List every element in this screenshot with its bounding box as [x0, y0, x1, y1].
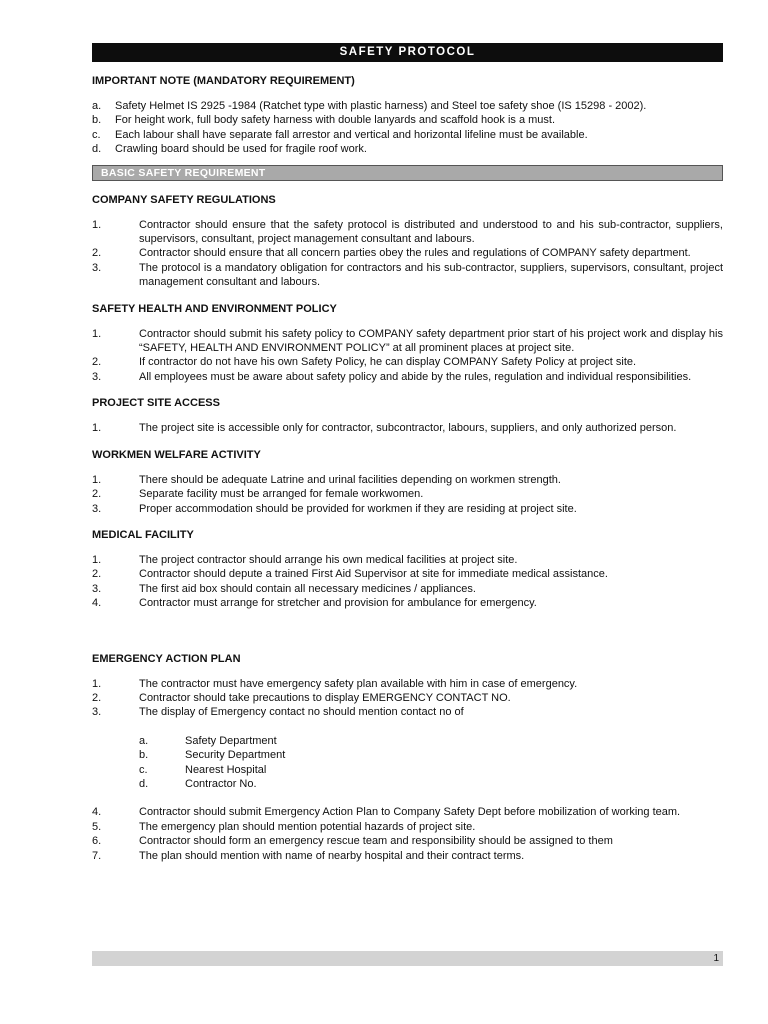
list-marker: 3. [92, 261, 102, 274]
list-marker: 2. [92, 568, 102, 581]
list-text: The emergency plan should mention potential hazards of project site. [139, 820, 476, 833]
important-note-list [92, 99, 723, 157]
list-text: The contractor must have emergency safety plan available with him in case of emergency. [139, 677, 578, 690]
list-item [92, 820, 723, 834]
list-marker: 5. [92, 820, 102, 833]
list-item [92, 502, 723, 516]
list-marker: d. [92, 143, 102, 156]
list-marker: 2. [92, 356, 102, 369]
list-item [92, 246, 723, 260]
list-item [92, 567, 723, 581]
company-regs-list [92, 218, 723, 290]
site-access-list [92, 421, 723, 435]
list-marker: 3. [92, 502, 102, 515]
list-item [139, 734, 723, 748]
list-marker: 2. [92, 691, 102, 704]
list-text: Contractor should submit Emergency Action Plan to Company Safety Dept before mobilization of working team. [139, 806, 681, 819]
list-item [139, 763, 723, 777]
list-marker: 4. [92, 806, 102, 819]
list-marker: 1. [92, 218, 102, 231]
list-text: Separate facility must be arranged for female workwomen. [139, 488, 424, 501]
medical-list [92, 553, 723, 611]
list-item [139, 777, 723, 791]
list-text: If contractor do not have his own Safety Policy, he can display COMPANY Safety Policy at project site. [139, 356, 637, 369]
list-item [92, 834, 723, 848]
list-marker: 3. [92, 582, 102, 595]
list-marker: 6. [92, 835, 102, 848]
list-item [92, 142, 723, 156]
list-text: Proper accommodation should be provided for workmen if they are residing at project site. [139, 502, 577, 515]
list-text: Contractor No. [185, 777, 257, 790]
list-item [92, 218, 723, 247]
list-text: Contractor should form an emergency rescue team and responsibility should be assigned to them [139, 835, 613, 848]
title-bar: SAFETY PROTOCOL [92, 43, 723, 62]
list-marker: d. [139, 777, 149, 790]
page-number: 1 [713, 953, 719, 964]
list-item [92, 849, 723, 863]
list-text: There should be adequate Latrine and urinal facilities depending on workmen strength. [139, 473, 561, 486]
list-marker: 1. [92, 473, 102, 486]
list-marker: a. [139, 734, 149, 747]
list-text: Each labour shall have separate fall arrestor and vertical and horizontal lifeline must be available. [115, 128, 588, 141]
list-item [92, 473, 723, 487]
emergency-heading: EMERGENCY ACTION PLAN [92, 652, 241, 665]
list-marker: 4. [92, 597, 102, 610]
footer-bar [92, 951, 723, 966]
list-marker: a. [92, 100, 102, 112]
list-text: Contractor should ensure that the safety protocol is distributed and understood to and his sub-contractor, suppliers, supervisors, consultant, project management consultant and labours. [139, 218, 723, 246]
company-regs-heading: COMPANY SAFETY REGULATIONS [92, 193, 276, 206]
list-marker: 2. [92, 488, 102, 501]
list-item [92, 421, 723, 435]
she-policy-list [92, 327, 723, 385]
list-text: The plan should mention with name of nearby hospital and their contract terms. [139, 849, 525, 862]
medical-heading: MEDICAL FACILITY [92, 528, 194, 541]
list-text: Security Department [185, 749, 286, 762]
list-marker: 2. [92, 247, 102, 260]
list-marker: 3. [92, 370, 102, 383]
emergency-list-a [92, 677, 723, 720]
list-text: Contractor should depute a trained First Aid Supervisor at site for immediate medical assistance. [139, 568, 608, 581]
list-marker: 1. [92, 422, 102, 435]
list-marker: 3. [92, 706, 102, 719]
she-policy-heading: SAFETY HEALTH AND ENVIRONMENT POLICY [92, 302, 337, 315]
list-marker: 1. [92, 677, 102, 690]
list-marker: 1. [92, 553, 102, 566]
list-item [92, 327, 723, 356]
list-item [92, 705, 723, 719]
emergency-contact-sublist [139, 734, 723, 792]
list-text: All employees must be aware about safety policy and abide by the rules, regulation and individual responsibilities. [139, 370, 692, 383]
basic-safety-requirement-bar: BASIC SAFETY REQUIREMENT [92, 165, 723, 181]
list-text: Safety Helmet IS 2925 -1984 (Ratchet type with plastic harness) and Steel toe safety shoe (IS 15298 - 2002). [115, 100, 647, 112]
emergency-list-b [92, 805, 723, 863]
document-page [92, 43, 723, 863]
list-text: Contractor should take precautions to display EMERGENCY CONTACT NO. [139, 691, 511, 704]
list-text: The display of Emergency contact no should mention contact no of [139, 706, 464, 719]
list-marker: 1. [92, 327, 102, 340]
list-text: The project contractor should arrange his own medical facilities at project site. [139, 553, 518, 566]
list-text: Contractor should ensure that all concern parties obey the rules and regulations of COMPANY safety department. [139, 247, 691, 260]
list-text: Nearest Hospital [185, 763, 267, 776]
list-item [92, 582, 723, 596]
list-marker: c. [92, 128, 101, 141]
site-access-heading: PROJECT SITE ACCESS [92, 397, 220, 410]
list-text: For height work, full body safety harness with double lanyards and scaffold hook is a must. [115, 114, 556, 127]
list-text: Safety Department [185, 734, 277, 747]
list-marker: b. [139, 749, 149, 762]
welfare-heading: WORKMEN WELFARE ACTIVITY [92, 448, 261, 461]
list-item [92, 355, 723, 369]
list-item [92, 553, 723, 567]
list-item [92, 113, 723, 127]
list-text: Crawling board should be used for fragile roof work. [115, 143, 367, 156]
list-item [92, 805, 723, 819]
list-item [92, 261, 723, 290]
list-item [92, 370, 723, 384]
list-item [92, 596, 723, 610]
list-marker: 7. [92, 849, 102, 862]
list-marker: b. [92, 114, 102, 127]
list-marker: c. [139, 763, 148, 776]
list-item [92, 487, 723, 501]
list-text: The first aid box should contain all necessary medicines / appliances. [139, 582, 476, 595]
list-text: Contractor must arrange for stretcher and provision for ambulance for emergency. [139, 597, 537, 610]
list-text: Contractor should submit his safety policy to COMPANY safety department prior start of his project work and display his “SAFETY, HEALTH AND ENVIRONMENT POLICY” at all prominent places at project site. [139, 327, 723, 355]
welfare-list [92, 473, 723, 516]
list-item [139, 748, 723, 762]
list-item [92, 691, 723, 705]
list-text: The protocol is a mandatory obligation for contractors and his sub-contractor, suppliers, supervisors, consultant, project management consultant and labours. [139, 261, 723, 289]
list-item [92, 677, 723, 691]
list-text: The project site is accessible only for contractor, subcontractor, labours, suppliers, and only authorized person. [139, 422, 677, 435]
important-note-heading: IMPORTANT NOTE (MANDATORY REQUIREMENT) [92, 75, 355, 87]
list-item [92, 128, 723, 142]
list-item [92, 99, 723, 113]
